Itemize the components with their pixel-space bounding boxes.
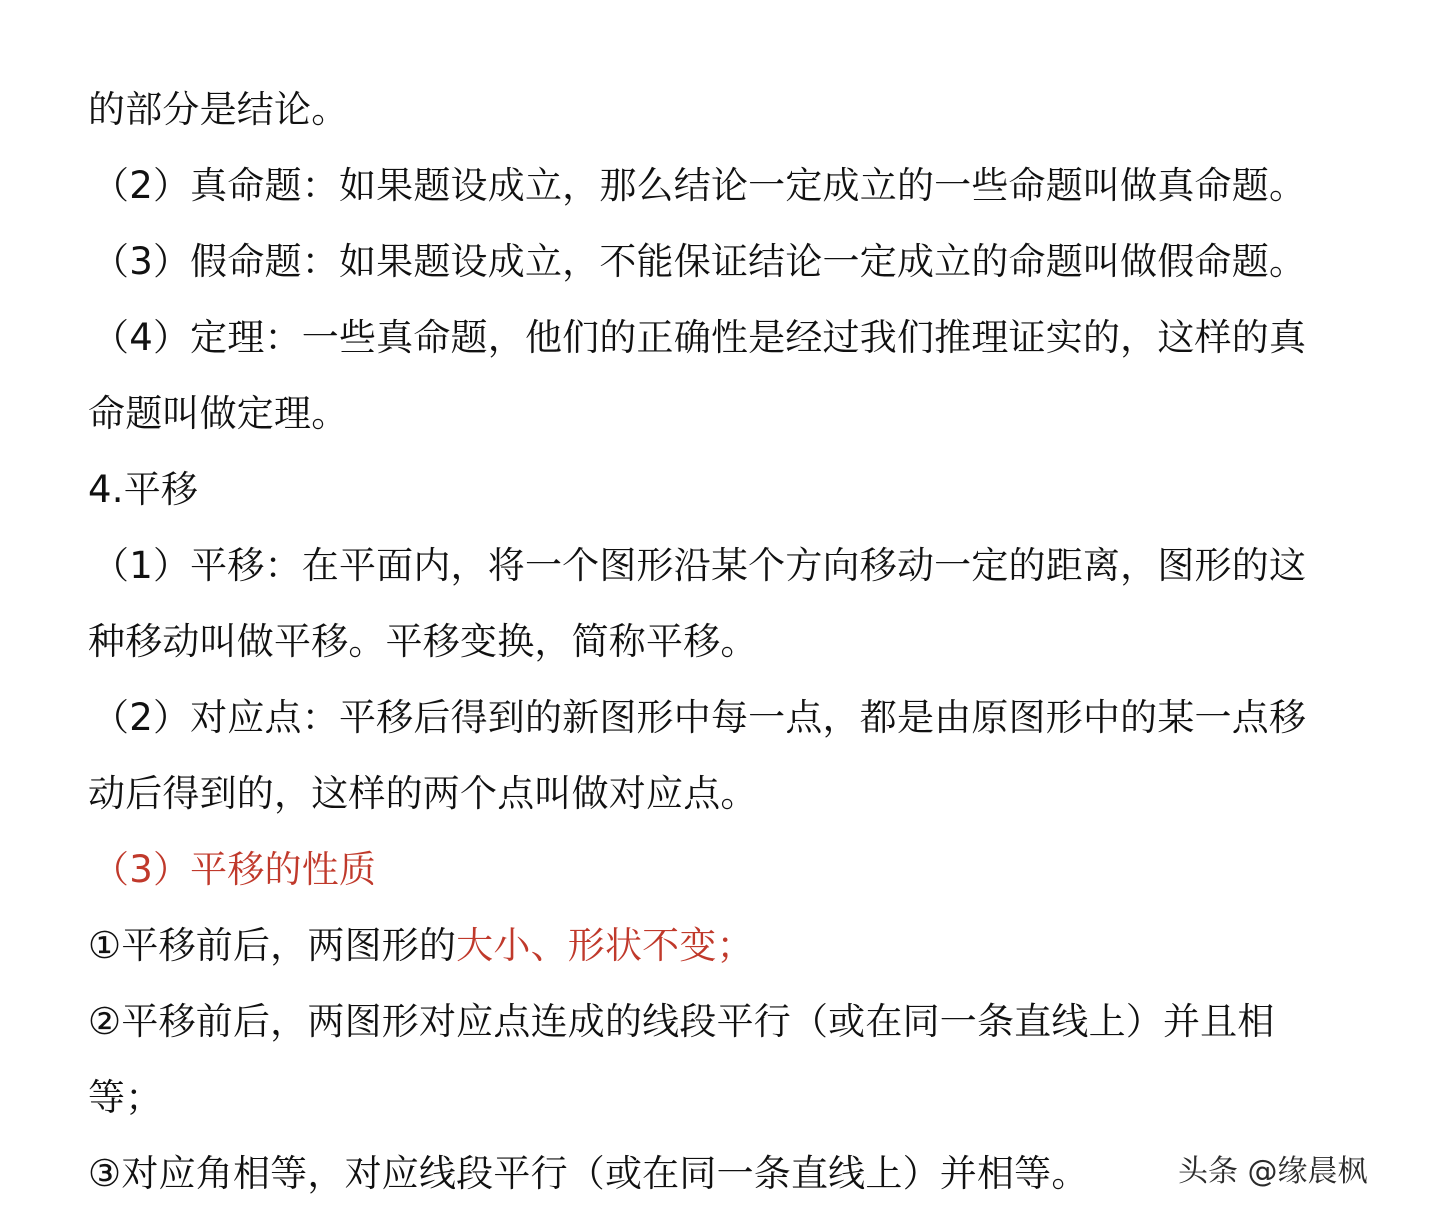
text-line-true-proposition: （2）真命题：如果题设成立，那么结论一定成立的一些命题叫做真命题。	[92, 164, 1307, 207]
text-line-theorem: （4）定理：一些真命题，他们的正确性是经过我们推理证实的，这样的真	[92, 316, 1307, 359]
text-line-conclusion-part: 的部分是结论。	[88, 88, 349, 131]
text-line-theorem-cont: 命题叫做定理。	[88, 392, 349, 435]
text-line-property-2-cont: 等；	[88, 1076, 163, 1119]
text-line-false-proposition: （3）假命题：如果题设成立，不能保证结论一定成立的命题叫做假命题。	[92, 240, 1307, 283]
text-line-translation-def: （1）平移：在平面内，将一个图形沿某个方向移动一定的距离，图形的这	[92, 544, 1307, 587]
text-line-translation-def-cont: 种移动叫做平移。平移变换，简称平移。	[88, 620, 758, 663]
text-line-property-2: ②平移前后，两图形对应点连成的线段平行（或在同一条直线上）并且相	[88, 1000, 1275, 1043]
property-1-highlight: 大小、形状不变；	[456, 924, 754, 967]
text-line-property-3: ③对应角相等，对应线段平行（或在同一条直线上）并相等。	[88, 1152, 1089, 1195]
watermark-label: 头条 @缘晨枫	[1178, 1154, 1368, 1189]
text-line-corresponding-point: （2）对应点：平移后得到的新图形中每一点，都是由原图形中的某一点移	[92, 696, 1307, 739]
section-heading-translation: 4.平移	[88, 468, 199, 511]
text-line-property-1	[88, 924, 754, 968]
subheading-translation-properties: （3）平移的性质	[92, 848, 377, 891]
text-line-corresponding-point-cont: 动后得到的，这样的两个点叫做对应点。	[88, 772, 758, 815]
property-1-text: ①平移前后，两图形的	[88, 924, 457, 967]
